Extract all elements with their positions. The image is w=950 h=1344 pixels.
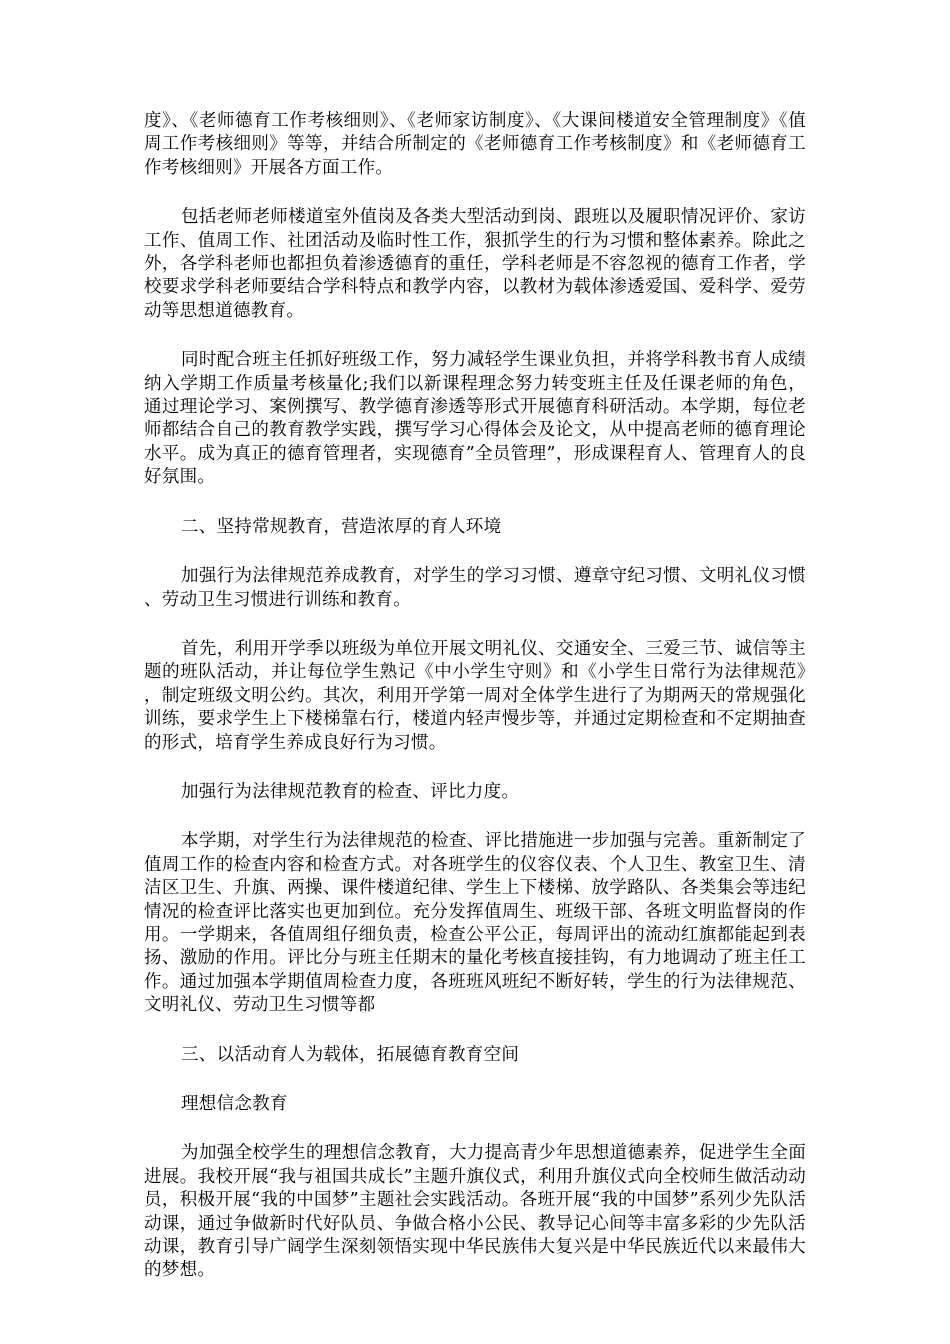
paragraph-class-cooperation: 同时配合班主任抓好班级工作，努力减轻学生课业负担，并将学科教书育人成绩纳入学期工作质量考核量化;我们以新课程理念努力转变班主任及任课老师的角色，通过理论学习、案例撰写、教学德育渗透等形式开展德育科研活动。本学期，每位老师都结合自己的教育教学实践，撰写学习心得体会及论文，从中提高老师的德育理论水平。成为真正的德育管理者，实现德育”全员管理”，形成课程育人、管理育人的良好氛围。	[144, 350, 806, 488]
paragraph-continuation: 度》、《老师德育工作考核细则》、《老师家访制度》、《大课间楼道安全管理制度》《值周工作考核细则》等等，并结合所制定的《老师德育工作考核制度》和《老师德育工作考核细则》开展各方面工作。	[144, 111, 806, 178]
subheading-ideals-education: 理想信念教育	[181, 1094, 288, 1114]
paragraph-first-steps: 首先，利用开学季以班级为单位开展文明礼仪、交通安全、三爱三节、诚信等主题的班队活动，并让每位学生熟记《中小学生守则》和《小学生日常行为法律规范》，制定班级文明公约。其次，利用开学第一周对全体学生进行了为期两天的常规强化训练，要求学生上下楼梯靠右行，楼道内轻声慢步等，并通过定期检查和不定期抽查的形式，培育学生养成良好行为习惯。	[144, 638, 806, 753]
paragraph-behavior-norms: 加强行为法律规范养成教育，对学生的学习习惯、遵章守纪习惯、文明礼仪习惯、劳动卫生习惯进行训练和教育。	[144, 566, 806, 610]
paragraph-teacher-duties: 包括老师老师楼道室外值岗及各类大型活动到岗、跟班以及履职情况评价、家访工作、值周工作、社团活动及临时性工作，狠抓学生的行为习惯和整体素养。除此之外，各学科老师也都担负着渗透德育的重任，学科老师是不容忽视的德育工作者，学校要求学科老师要结合学科特点和教学内容，以教材为载体渗透爱国、爱科学、爱劳动等思想道德教育。	[144, 207, 806, 321]
paragraph-ideals-education: 为加强全校学生的理想信念教育，大力提高青少年思想道德素养，促进学生全面进展。我校开展“我与祖国共成长”主题升旗仪式，利用升旗仪式向全校师生做活动动员，积极开展“我的中国梦”主题社会实践活动。各班开展“我的中国梦”系列少先队活动课，通过争做新时代好队员、争做合格小公民、教导记心间等丰富多彩的少先队活动课，教育引导广阔学生深刻领悟实现中华民族伟大复兴是中华民族近代以来最伟大的梦想。	[144, 1143, 806, 1281]
paragraph-semester-inspection: 本学期，对学生行为法律规范的检查、评比措施进一步加强与完善。重新制定了值周工作的检查内容和检查方式。对各班学生的仪容仪表、个人卫生、教室卫生、清洁区卫生、升旗、两操、课件楼道纪律、学生上下楼梯、放学路队、各类集会等违纪情况的检查评比落实也更加到位。充分发挥值周生、班级干部、各班文明监督岗的作用。一学期来，各值周组仔细负责，检查公平公正，每周评出的流动红旗都能起到表扬、激励的作用。评比分与班主任期末的量化考核直接挂钩，有力地调动了班主任工作。通过加强本学期值周检查力度，各班班风班纪不断好转，学生的行为法律规范、文明礼仪、劳动卫生习惯等都	[144, 831, 806, 1016]
section-heading-activities: 三、以活动育人为载体，拓展德育教育空间	[181, 1044, 520, 1065]
document-body	[144, 110, 806, 1309]
subheading-inspection: 加强行为法律规范教育的检查、评比力度。	[181, 781, 520, 802]
section-heading-routine-education: 二、坚持常规教育，营造浓厚的育人环境	[181, 516, 502, 537]
